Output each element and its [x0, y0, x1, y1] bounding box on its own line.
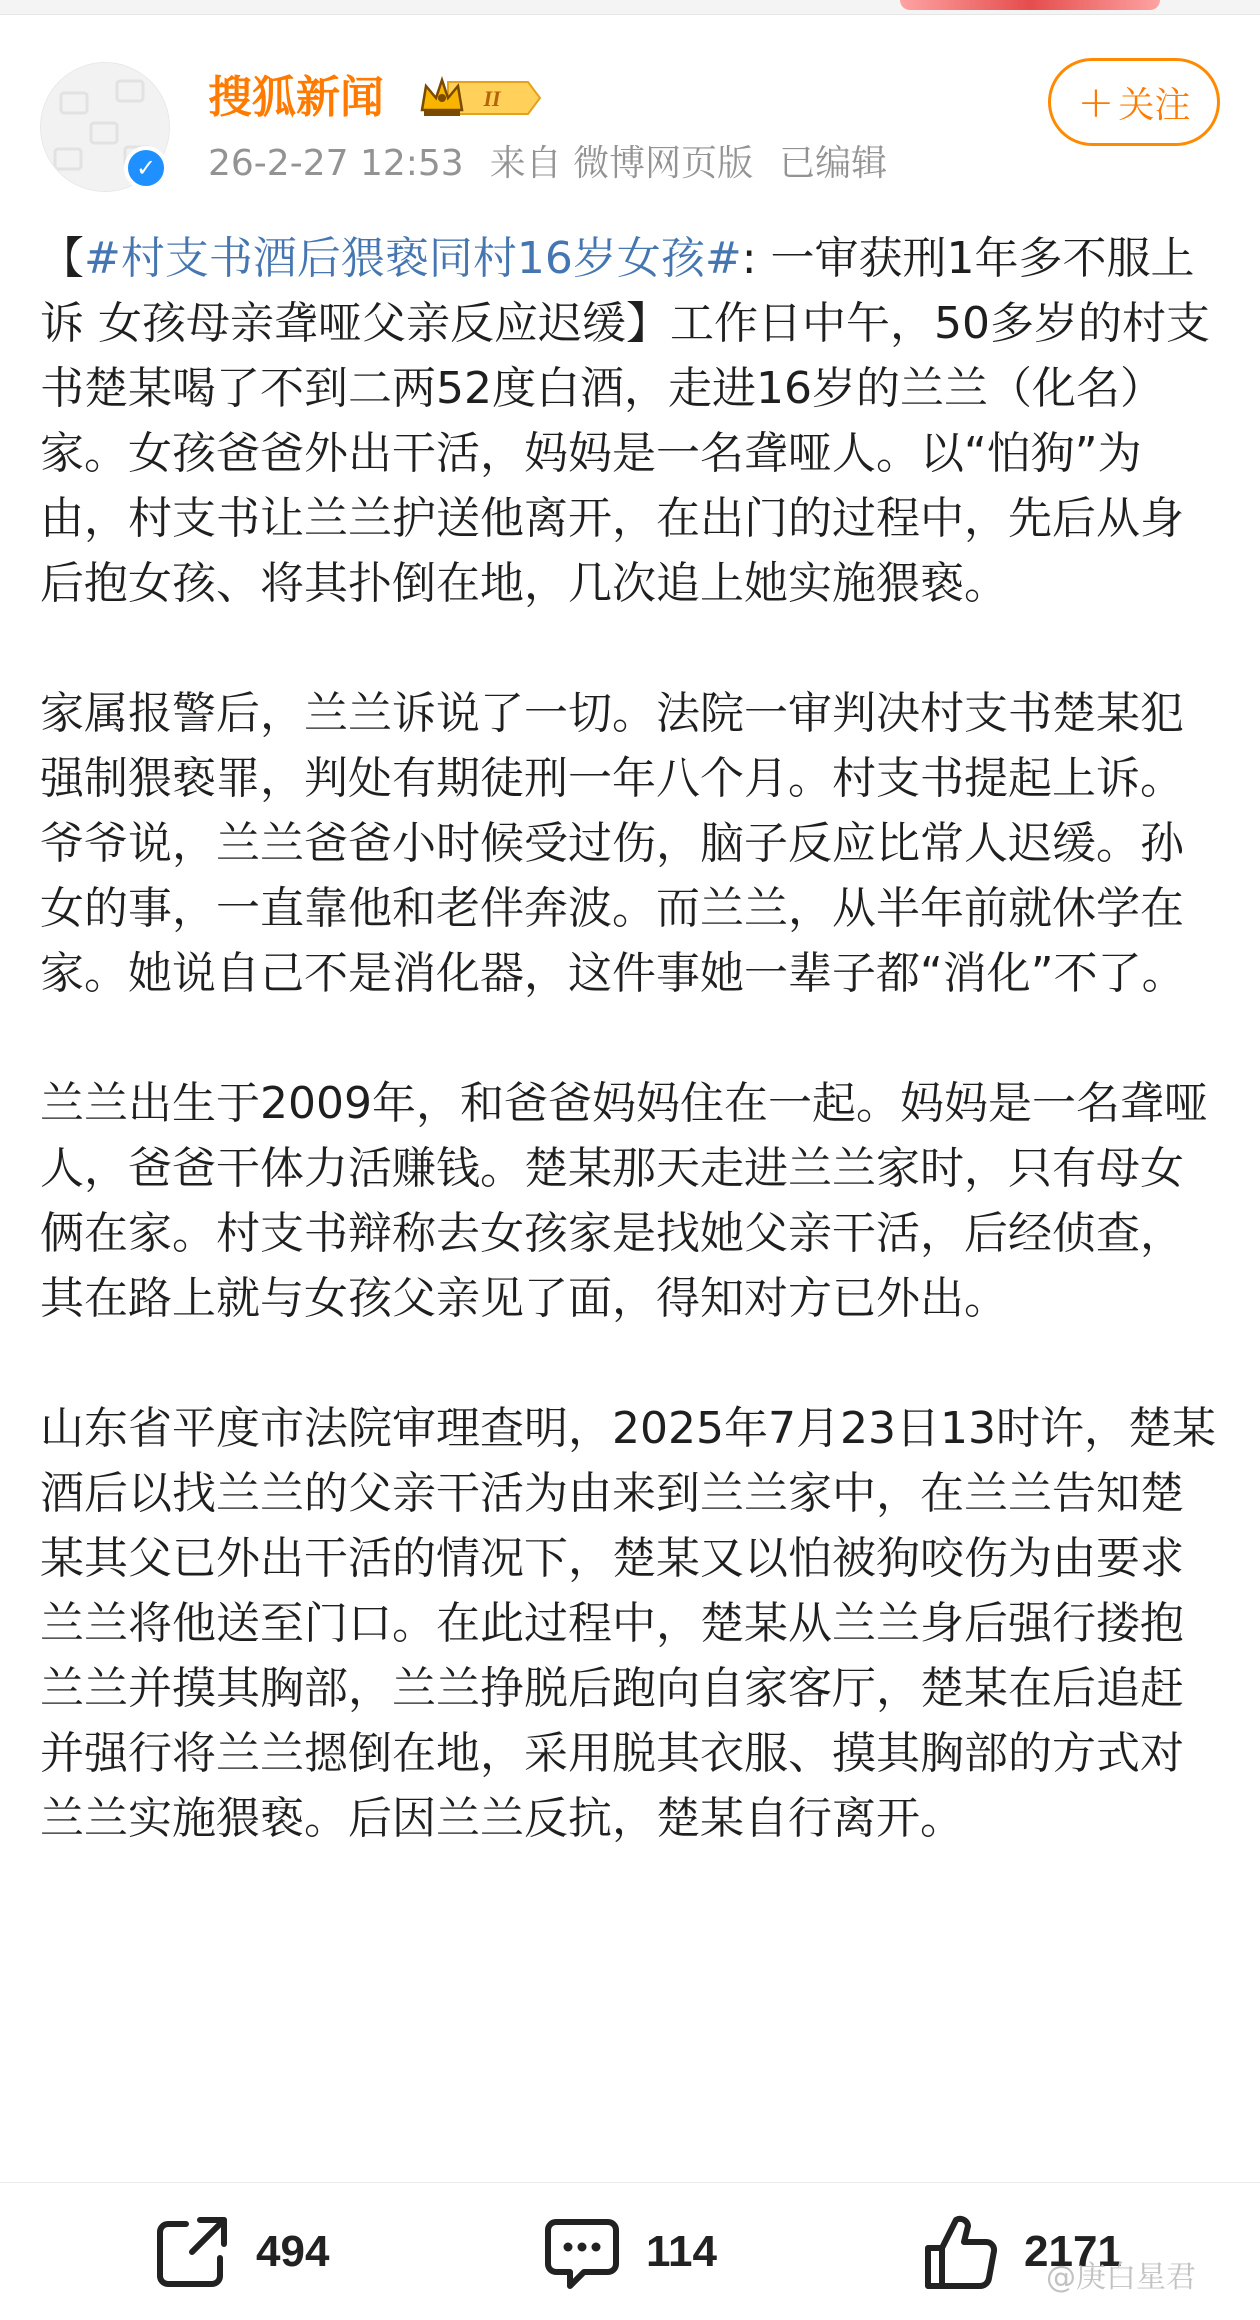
like-icon [918, 2210, 1002, 2294]
comment-icon [540, 2210, 624, 2294]
plus-icon: + [1077, 76, 1115, 128]
vip-level-label: II [483, 86, 501, 111]
top-accent-bar [900, 0, 1160, 10]
comment-count: 114 [646, 2227, 717, 2276]
repost-button[interactable] [150, 2183, 329, 2320]
verified-icon: ✓ [124, 146, 168, 190]
post-paragraph-1 [40, 226, 1220, 616]
top-status-strip [0, 0, 1260, 15]
topic-link[interactable]: #村支书酒后猥亵同村16岁女孩# [84, 233, 742, 284]
post-timestamp: 26-2-27 12:53 [208, 143, 464, 184]
post-paragraph-4: 山东省平度市法院审理查明，2025年7月23日13时许，楚某酒后以找兰兰的父亲干活为由来到兰兰家中，在兰兰告知楚某其父已外出干活的情况下，楚某又以怕被狗咬伤为由要求兰兰将他送至门口。在此过程中，楚某从兰兰身后强行搂抱兰兰并摸其胸部，兰兰挣脱后跑向自家客厅，楚某在后追赶并强行将兰兰摁倒在地，采用脱其衣服、摸其胸部的方式对兰兰实施猥亵。后因兰兰反抗，楚某自行离开。 [40, 1403, 1216, 1844]
watermark: @庚白星君 [1046, 2260, 1196, 2295]
post-source[interactable]: 来自 微博网页版 [489, 143, 754, 184]
post-paragraph-2: 家属报警后，兰兰诉说了一切。法院一审判决村支书楚某犯强制猥亵罪，判处有期徒刑一年八个月。村支书提起上诉。爷爷说，兰兰爸爸小时候受过伤，脑子反应比常人迟缓。孙女的事，一直靠他和老伴奔波。而兰兰，从半年前就休学在家。她说自己不是消化器，这件事她一辈子都“消化”不了。 [40, 688, 1186, 999]
paragraph-1-text: : 一审获刑1年多不服上诉 女孩母亲聋哑父亲反应迟缓】工作日中午，50多岁的村支书楚某喝了不到二两52度白酒，走进16岁的兰兰（化名）家。女孩爸爸外出干活，妈妈是一名聋哑人。以“怕狗”为由，村支书让兰兰护送他离开，在出门的过程中，先后从身后抱女孩、将其扑倒在地，几次追上她实施猥亵。 [40, 233, 1210, 609]
post-paragraph-3: 兰兰出生于2009年，和爸爸妈妈住在一起。妈妈是一名聋哑人，爸爸干体力活赚钱。楚某那天走进兰兰家时，只有母女俩在家。村支书辩称去女孩家是找她父亲干活，后经侦查，其在路上就与女孩父亲见了面，得知对方已外出。 [40, 1078, 1208, 1324]
account-name[interactable]: 搜狐新闻 [208, 72, 384, 123]
action-bar [0, 2182, 1260, 2320]
edited-label: 已编辑 [779, 143, 888, 184]
like-count: 2171 [1024, 2227, 1122, 2276]
follow-label: 关注 [1118, 84, 1191, 126]
repost-count: 494 [256, 2227, 330, 2276]
repost-icon [150, 2210, 234, 2294]
post-content [40, 226, 1220, 1916]
comment-button[interactable] [540, 2183, 717, 2320]
bracket-open: 【 [40, 233, 84, 284]
follow-button[interactable] [1048, 58, 1220, 146]
vip-crown-icon[interactable] [418, 74, 544, 122]
post-meta [208, 140, 913, 188]
